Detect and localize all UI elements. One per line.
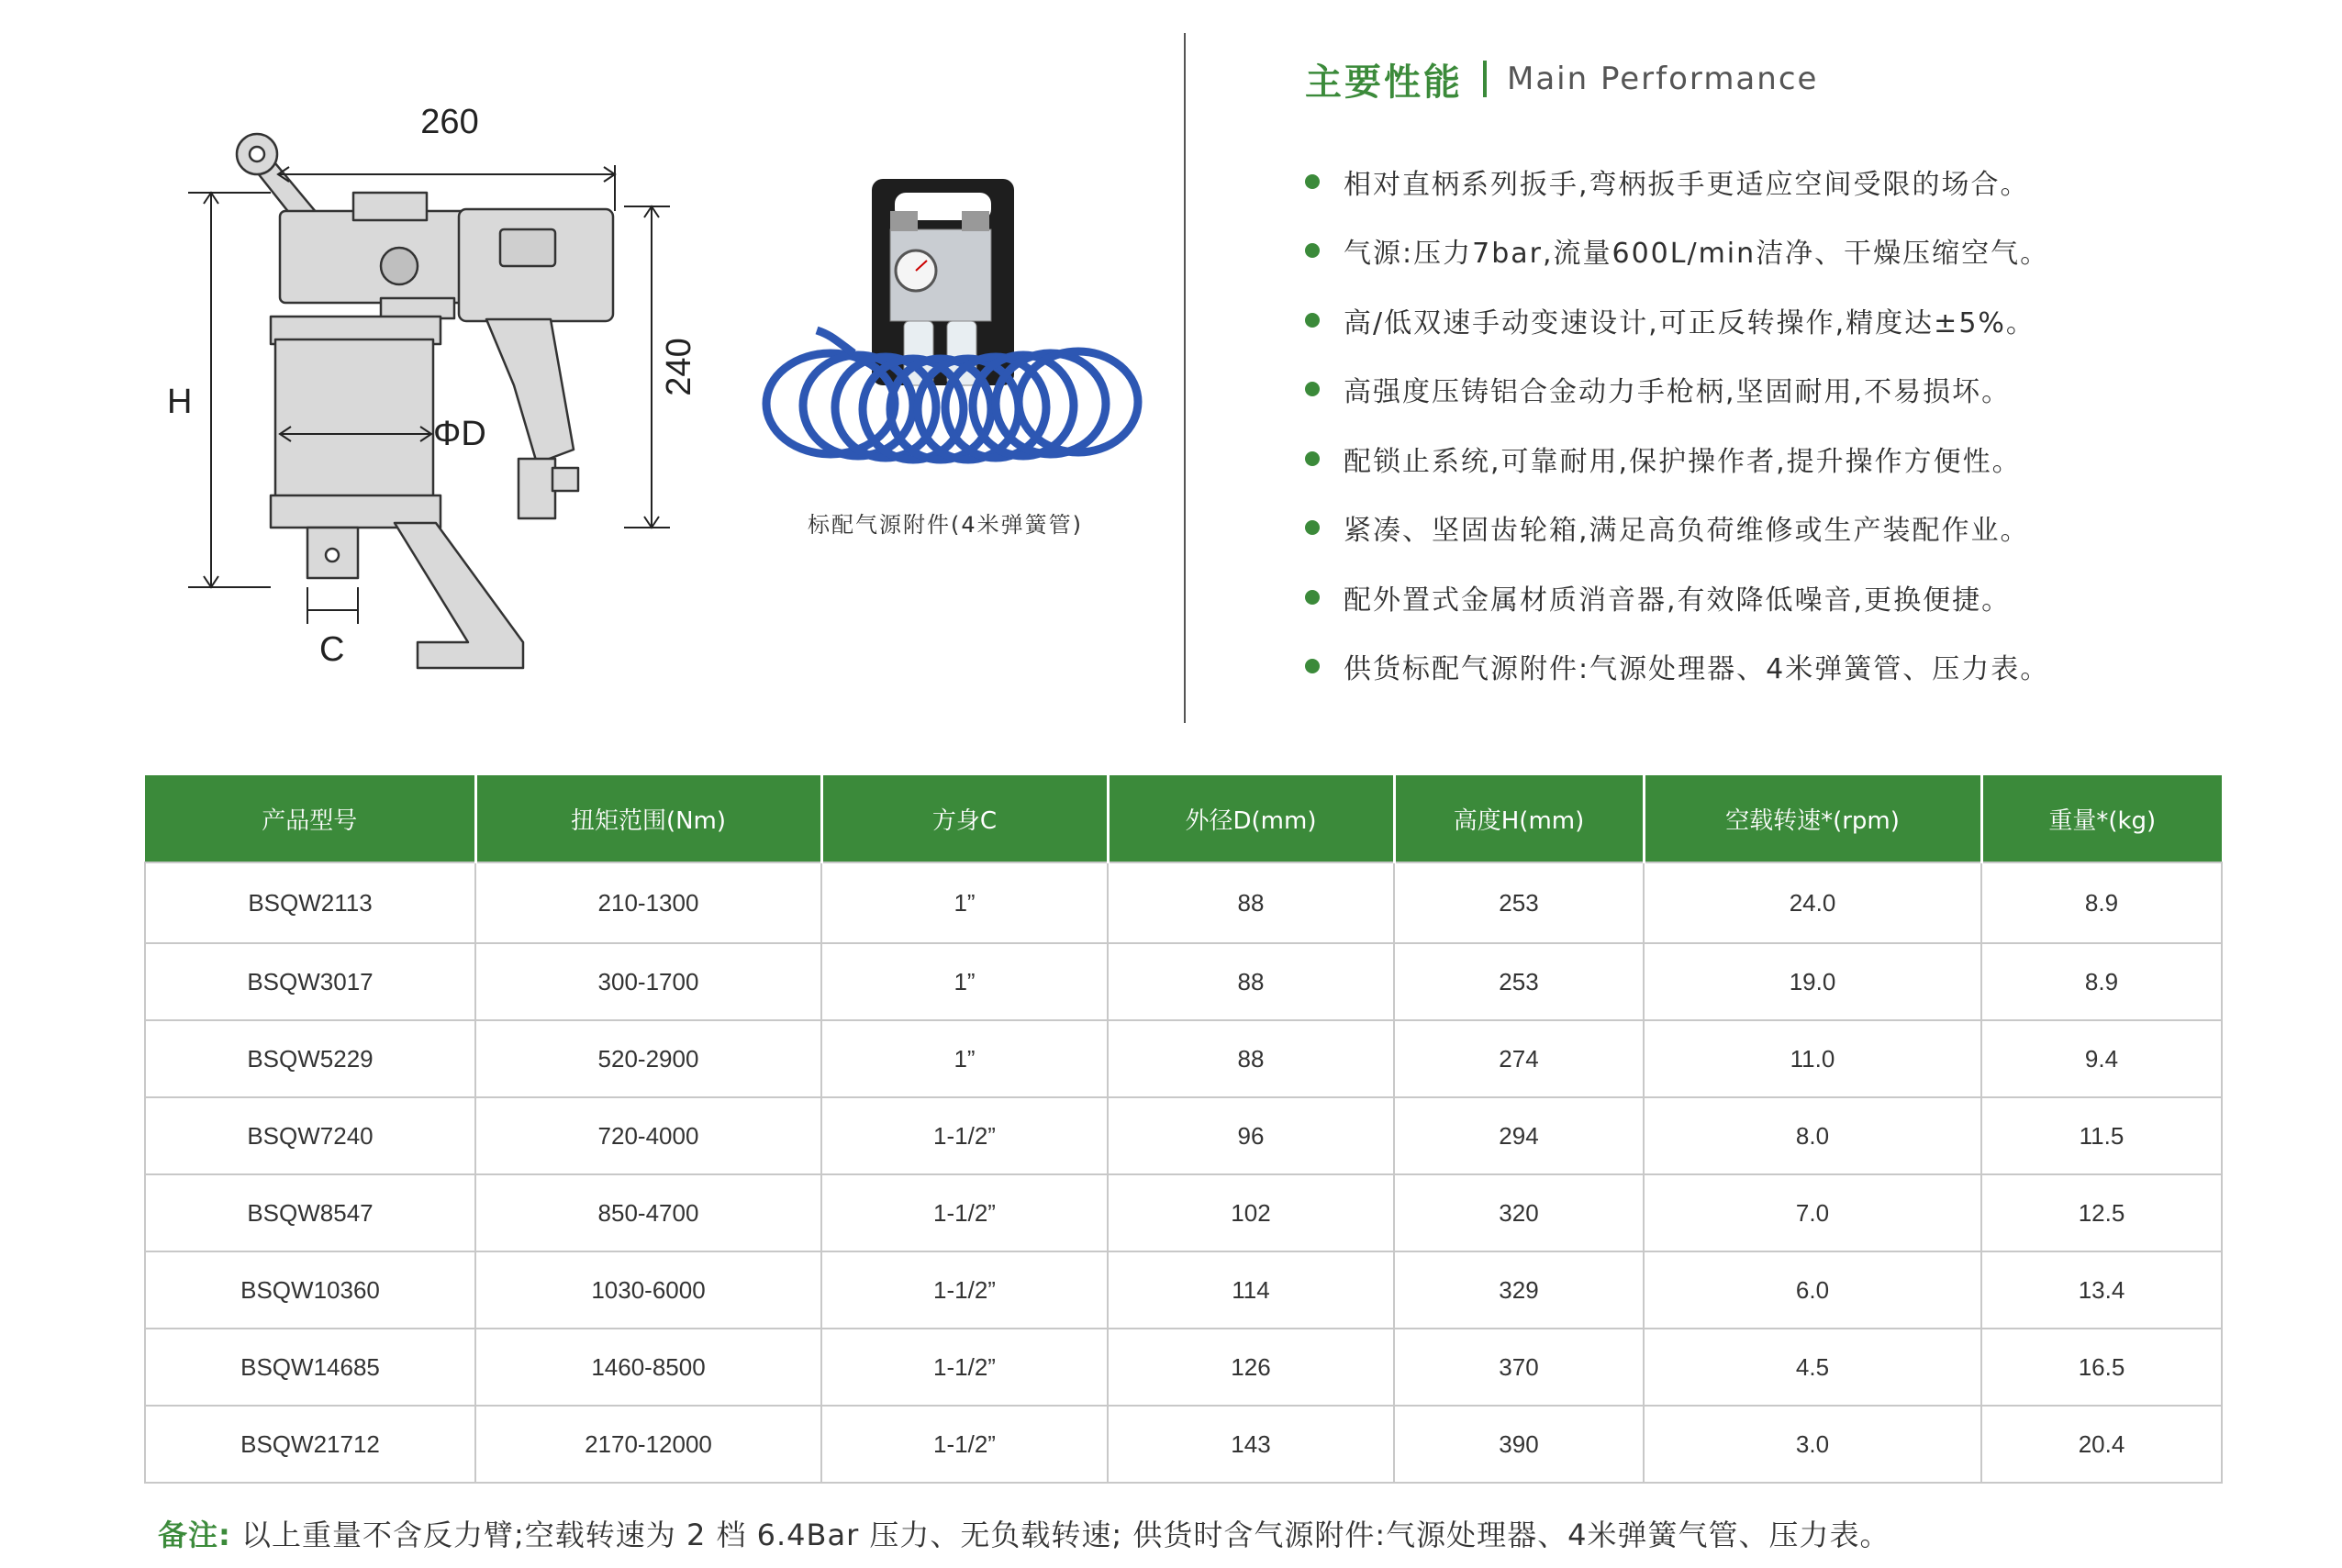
bullet-dot-icon bbox=[1305, 174, 1320, 189]
cell-speed: 19.0 bbox=[1644, 943, 1981, 1020]
performance-title bbox=[1305, 51, 1818, 106]
cell-torque: 1030-6000 bbox=[475, 1251, 821, 1329]
accessory-caption: 标配气源附件(4米弹簧管) bbox=[808, 512, 1083, 538]
cell-torque: 720-4000 bbox=[475, 1097, 821, 1174]
performance-item: 配外置式金属材质消音器,有效降低噪音,更换便捷。 bbox=[1303, 562, 2049, 632]
performance-item: 高强度压铸铝合金动力手枪柄,坚固耐用,不易损坏。 bbox=[1303, 355, 2049, 425]
performance-title-en: Main Performance bbox=[1507, 61, 1819, 97]
cell-torque: 210-1300 bbox=[475, 862, 821, 943]
cell-weight: 9.4 bbox=[1981, 1020, 2222, 1097]
air-inlet bbox=[519, 459, 555, 518]
cell-model: BSQW3017 bbox=[145, 943, 475, 1020]
cylinder-housing bbox=[275, 339, 433, 505]
cell-height: 370 bbox=[1394, 1329, 1644, 1406]
cell-speed: 6.0 bbox=[1644, 1251, 1981, 1329]
cell-square: 1” bbox=[821, 943, 1108, 1020]
performance-item: 气源:压力7bar,流量600L/min洁净、干燥压缩空气。 bbox=[1303, 217, 2049, 286]
gear-top bbox=[353, 193, 427, 220]
performance-list bbox=[1303, 147, 2049, 701]
cell-speed: 4.5 bbox=[1644, 1329, 1981, 1406]
bullet-dot-icon bbox=[1305, 590, 1320, 605]
switch-block bbox=[381, 298, 454, 318]
table-row bbox=[145, 1406, 2222, 1483]
cell-model: BSQW21712 bbox=[145, 1406, 475, 1483]
cell-square: 1-1/2” bbox=[821, 1251, 1108, 1329]
cell-height: 329 bbox=[1394, 1251, 1644, 1329]
cell-diameter: 114 bbox=[1108, 1251, 1394, 1329]
cell-torque: 1460-8500 bbox=[475, 1329, 821, 1406]
bullet-dot-icon bbox=[1305, 520, 1320, 535]
footnote-text: 以上重量不含反力臂;空载转速为 2 档 6.4Bar 压力、无负载转速; 供货时含气源附件:气源处理器、4米弹簧气管、压力表。 bbox=[240, 1518, 1890, 1552]
performance-item: 相对直柄系列扳手,弯柄扳手更适应空间受限的场合。 bbox=[1303, 147, 2049, 217]
title-separator bbox=[1483, 61, 1487, 97]
performance-item: 紧凑、坚固齿轮箱,满足高负荷维修或生产装配作业。 bbox=[1303, 494, 2049, 563]
wrench-dimension-diagram bbox=[156, 73, 725, 679]
cell-diameter: 102 bbox=[1108, 1174, 1394, 1251]
cell-height: 253 bbox=[1394, 943, 1644, 1020]
cell-diameter: 126 bbox=[1108, 1329, 1394, 1406]
bullet-dot-icon bbox=[1305, 313, 1320, 328]
cell-weight: 8.9 bbox=[1981, 862, 2222, 943]
dim-width-label: 260 bbox=[420, 103, 479, 141]
cell-diameter: 88 bbox=[1108, 862, 1394, 943]
cell-weight: 11.5 bbox=[1981, 1097, 2222, 1174]
cell-height: 320 bbox=[1394, 1174, 1644, 1251]
bullet-dot-icon bbox=[1305, 382, 1320, 396]
cell-height: 294 bbox=[1394, 1097, 1644, 1174]
cell-square: 1-1/2” bbox=[821, 1406, 1108, 1483]
cell-model: BSQW14685 bbox=[145, 1329, 475, 1406]
cell-diameter: 88 bbox=[1108, 1020, 1394, 1097]
dim-c-label: C bbox=[319, 630, 345, 669]
header-outer-diameter: 外径D(mm) bbox=[1108, 775, 1394, 862]
cell-square: 1-1/2” bbox=[821, 1097, 1108, 1174]
cell-speed: 3.0 bbox=[1644, 1406, 1981, 1483]
cell-weight: 16.5 bbox=[1981, 1329, 2222, 1406]
cell-diameter: 143 bbox=[1108, 1406, 1394, 1483]
dim-d-label: ΦD bbox=[433, 415, 486, 453]
cell-height: 274 bbox=[1394, 1020, 1644, 1097]
dim-h-label: H bbox=[167, 383, 193, 421]
cell-weight: 12.5 bbox=[1981, 1174, 2222, 1251]
footnote-label: 备注: bbox=[158, 1518, 231, 1552]
cell-square: 1” bbox=[821, 1020, 1108, 1097]
cell-speed: 8.0 bbox=[1644, 1097, 1981, 1174]
cell-torque: 850-4700 bbox=[475, 1174, 821, 1251]
cell-model: BSQW5229 bbox=[145, 1020, 475, 1097]
cell-torque: 300-1700 bbox=[475, 943, 821, 1020]
cell-diameter: 88 bbox=[1108, 943, 1394, 1020]
header-free-speed: 空载转速*(rpm) bbox=[1644, 775, 1981, 862]
table-row bbox=[145, 1329, 2222, 1406]
footnote bbox=[158, 1512, 1890, 1554]
cell-square: 1-1/2” bbox=[821, 1329, 1108, 1406]
reaction-arm bbox=[395, 523, 523, 668]
cell-model: BSQW7240 bbox=[145, 1097, 475, 1174]
header-model: 产品型号 bbox=[145, 775, 475, 862]
performance-item: 供货标配气源附件:气源处理器、4米弹簧管、压力表。 bbox=[1303, 632, 2049, 702]
cell-weight: 20.4 bbox=[1981, 1406, 2222, 1483]
table-row bbox=[145, 943, 2222, 1020]
header-weight: 重量*(kg) bbox=[1981, 775, 2222, 862]
bullet-dot-icon bbox=[1305, 451, 1320, 466]
table-row bbox=[145, 1174, 2222, 1251]
cell-square: 1-1/2” bbox=[821, 1174, 1108, 1251]
bullet-dot-icon bbox=[1305, 659, 1320, 673]
cell-torque: 2170-12000 bbox=[475, 1406, 821, 1483]
cell-speed: 7.0 bbox=[1644, 1174, 1981, 1251]
cell-weight: 8.9 bbox=[1981, 943, 2222, 1020]
performance-item: 高/低双速手动变速设计,可正反转操作,精度达±5%。 bbox=[1303, 285, 2049, 355]
spec-table bbox=[144, 775, 2223, 1484]
cell-square: 1” bbox=[821, 862, 1108, 943]
cell-speed: 24.0 bbox=[1644, 862, 1981, 943]
performance-item: 配锁止系统,可靠耐用,保护操作者,提升操作方便性。 bbox=[1303, 424, 2049, 494]
pistol-grip bbox=[486, 319, 574, 463]
cell-weight: 13.4 bbox=[1981, 1251, 2222, 1329]
header-torque-range: 扭矩范围(Nm) bbox=[475, 775, 821, 862]
vertical-divider bbox=[1184, 33, 1186, 723]
table-row bbox=[145, 1020, 2222, 1097]
cell-speed: 11.0 bbox=[1644, 1020, 1981, 1097]
cell-model: BSQW10360 bbox=[145, 1251, 475, 1329]
table-header-row bbox=[145, 775, 2222, 862]
bullet-dot-icon bbox=[1305, 243, 1320, 258]
air-source-accessory-image bbox=[743, 174, 1147, 486]
table-row bbox=[145, 1097, 2222, 1174]
header-square-drive: 方身C bbox=[821, 775, 1108, 862]
cell-model: BSQW8547 bbox=[145, 1174, 475, 1251]
table-row bbox=[145, 1251, 2222, 1329]
cell-model: BSQW2113 bbox=[145, 862, 475, 943]
cell-height: 390 bbox=[1394, 1406, 1644, 1483]
cell-diameter: 96 bbox=[1108, 1097, 1394, 1174]
cell-height: 253 bbox=[1394, 862, 1644, 943]
cell-torque: 520-2900 bbox=[475, 1020, 821, 1097]
performance-title-cn: 主要性能 bbox=[1305, 61, 1463, 104]
table-row bbox=[145, 862, 2222, 943]
dim-height-label: 240 bbox=[660, 338, 698, 396]
header-height: 高度H(mm) bbox=[1394, 775, 1644, 862]
